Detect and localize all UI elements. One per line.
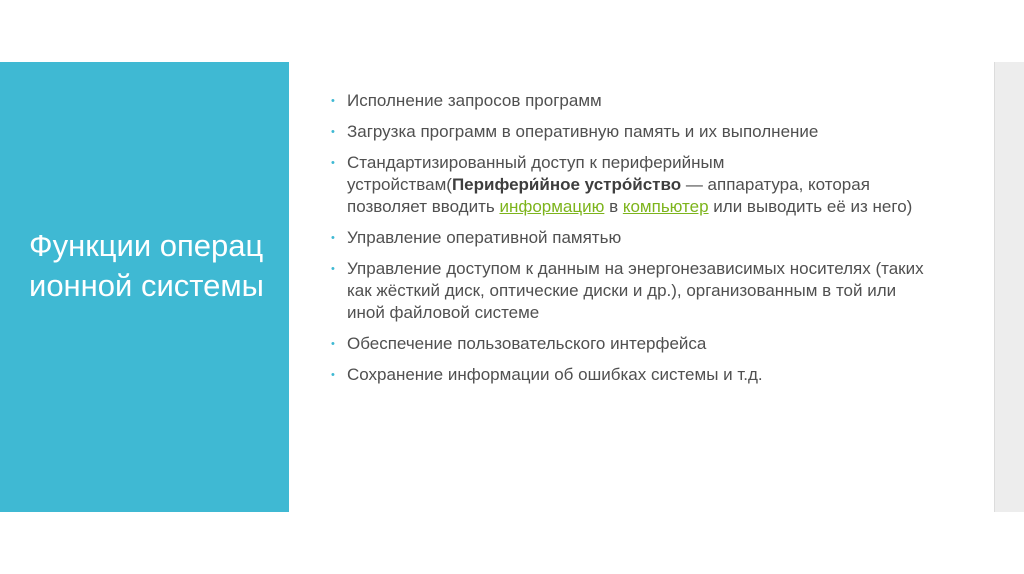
text-segment: или выводить её из него) xyxy=(708,197,913,216)
list-item-text xyxy=(347,153,912,216)
vertical-scrollbar[interactable] xyxy=(994,62,1024,512)
list-item-text: Загрузка программ в оперативную память и их выполнение xyxy=(347,122,819,141)
bold-term: Перифери́йное устро́йство xyxy=(451,175,682,194)
bullet-icon: • xyxy=(331,338,335,350)
text-segment: Стандартизированный доступ к периферийным устройствам( xyxy=(347,153,725,194)
list-item xyxy=(327,333,927,355)
bullet-icon: • xyxy=(331,157,335,169)
text-segment: в xyxy=(604,197,623,216)
bullet-icon: • xyxy=(331,95,335,107)
list-item xyxy=(327,227,927,249)
list-item-text: Сохранение информации об ошибках системы и т.д. xyxy=(347,365,763,384)
list-item-text: Обеспечение пользовательского интерфейса xyxy=(347,334,707,353)
bullet-icon: • xyxy=(331,369,335,381)
list-item xyxy=(327,364,927,386)
list-item xyxy=(327,152,927,218)
bullet-icon: • xyxy=(331,263,335,275)
list-item xyxy=(327,90,927,112)
list-item-text: Исполнение запросов программ xyxy=(347,91,602,110)
link-computer[interactable]: компьютер xyxy=(622,197,709,216)
list-item-text: Управление оперативной памятью xyxy=(347,228,622,247)
text-segment: — аппаратура, которая позволяет вводить xyxy=(347,175,870,216)
list-item-text: Управление доступом к данным на энергонезависимых носителях (таких как жёсткий диск, оптические диски и др.), организованным в той или иной файловой системе xyxy=(347,259,924,322)
slide-title: Функции операционной системы xyxy=(29,228,264,303)
bullet-list xyxy=(327,90,927,395)
list-item xyxy=(327,121,927,143)
bullet-icon: • xyxy=(331,232,335,244)
link-information[interactable]: информацию xyxy=(499,197,605,216)
bullet-icon: • xyxy=(331,126,335,138)
list-item xyxy=(327,258,927,324)
